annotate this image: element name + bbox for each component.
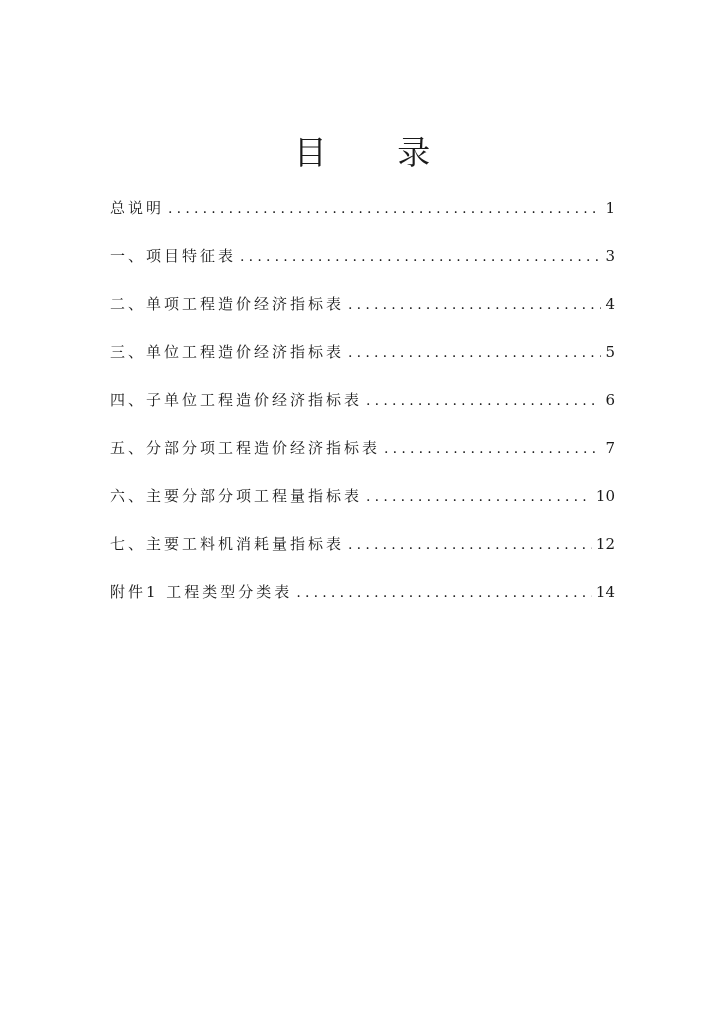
toc-list [110, 193, 615, 625]
toc-dot-leader [384, 434, 601, 464]
toc-entry[interactable] [110, 577, 615, 625]
toc-entry[interactable] [110, 529, 615, 577]
toc-entry-label: 四、子单位工程造价经济指标表 [110, 391, 363, 409]
toc-entry-page: 10 [595, 487, 615, 505]
toc-entry-label: 三、单位工程造价经济指标表 [110, 343, 345, 361]
toc-entry-page: 1 [605, 199, 615, 217]
toc-entry-label: 七、主要工料机消耗量指标表 [110, 535, 345, 553]
toc-dot-leader [366, 482, 592, 512]
toc-entry-page: 14 [595, 583, 615, 601]
toc-entry-page: 12 [595, 535, 615, 553]
toc-entry[interactable] [110, 289, 615, 337]
toc-title: 目 录 [293, 133, 461, 172]
toc-dot-leader [348, 290, 601, 320]
toc-dot-leader [240, 242, 601, 272]
toc-entry-page: 7 [605, 439, 615, 457]
toc-entry[interactable] [110, 385, 615, 433]
toc-dot-leader [366, 386, 601, 416]
toc-entry-page: 5 [605, 343, 615, 361]
toc-dot-leader [348, 530, 592, 560]
toc-entry-page: 6 [605, 391, 615, 409]
toc-entry-label: 五、分部分项工程造价经济指标表 [110, 439, 381, 457]
toc-entry[interactable] [110, 337, 615, 385]
toc-entry[interactable] [110, 241, 615, 289]
toc-entry[interactable] [110, 193, 615, 241]
toc-entry-label: 六、主要分部分项工程量指标表 [110, 487, 363, 505]
toc-dot-leader [348, 338, 601, 368]
toc-dot-leader [168, 194, 601, 224]
toc-dot-leader [296, 578, 592, 608]
toc-entry[interactable] [110, 481, 615, 529]
toc-entry-label: 附件1 工程类型分类表 [110, 583, 293, 601]
toc-entry-page: 4 [605, 295, 615, 313]
toc-entry[interactable] [110, 433, 615, 481]
toc-entry-label: 一、项目特征表 [110, 247, 237, 265]
toc-entry-label: 总说明 [110, 199, 165, 217]
toc-entry-page: 3 [605, 247, 615, 265]
toc-entry-label: 二、单项工程造价经济指标表 [110, 295, 345, 313]
